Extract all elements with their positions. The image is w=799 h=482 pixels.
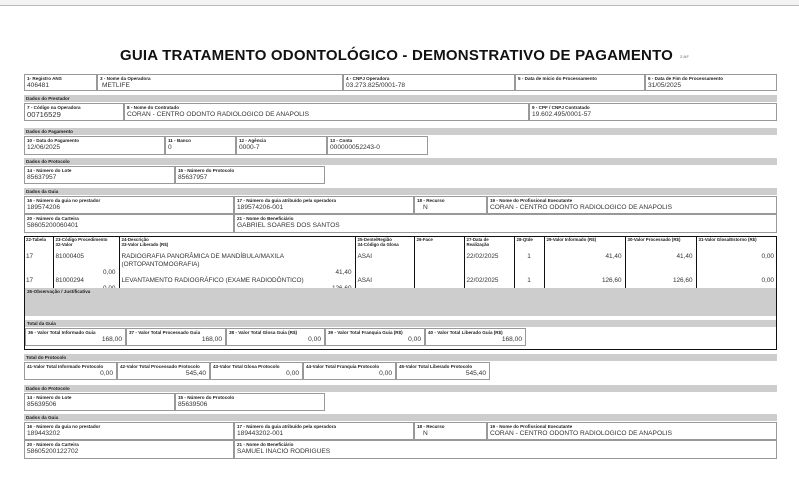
guia-operadora-field: 17 - Número da guia atribuído pela operadora 189574206-001	[234, 196, 414, 214]
col-dente: 25-Dente/Região 34-Código da Glosa	[355, 236, 414, 253]
section-dados-protocolo-2: Dados do Protocolo	[24, 385, 777, 392]
procedures-header-row	[24, 236, 777, 253]
col-face: 26-Face	[414, 236, 464, 253]
numero-lote-field-2: 14 - Número do Lote 85639506	[24, 393, 175, 411]
total-franquia-guia-field: 39 - Valor Total Franquia Guia (R$) 0,00	[325, 328, 425, 346]
total-processado-protocolo-field: 42-Valor Total Processado Protocolo 545,40	[117, 362, 210, 380]
document-title: GUIA TRATAMENTO ODONTOLÓGICO - DEMONSTRATIVO DE PAGAMENTO	[119, 47, 674, 64]
col-data: 27-Data de Realização	[464, 236, 514, 253]
viewer-top-bar	[0, 0, 799, 6]
cnpj-operadora-field: 4 - CNPJ Operadora 03.273.825/0001-78	[343, 74, 515, 91]
procedure-row: 17 81000294 LEVANTAMENTO RADIOGRÁFICO (EXAME RADIODÔNTICO) ASAI 22/02/2025 1 126,60 126,60 0,00	[24, 277, 777, 285]
total-glosa-protocolo-field: 43-Valor Total Glosa Protocolo 0,00	[210, 362, 303, 380]
codigo-operadora-field: 7 - Código na Operadora 00716529	[24, 103, 124, 121]
section-dados-prestador: Dados do Prestador	[24, 95, 777, 102]
col-descricao: 24-Descrição 33-Valor Liberado (R$)	[119, 236, 355, 253]
profissional-executante-field-2: 19 - Nome do Profissional Executante CORAN - CENTRO ODONTO RADIOLOGICO DE ANAPOLIS	[487, 422, 777, 440]
procedures-table	[24, 236, 777, 293]
section-dados-guia: Dados da Guia	[24, 188, 777, 195]
recurso-field: 18 - Recurso N	[414, 196, 487, 214]
numero-carteira-field-2: 20 - Número da Carteira 58605200122702	[24, 440, 234, 459]
procedure-row-values: 0,00 41,40	[24, 269, 777, 277]
total-informado-guia-field: 36 - Valor Total Informado Guia 168,00	[25, 328, 126, 346]
section-total-protocolo: Total do Protocolo	[24, 354, 777, 361]
data-inicio-field: 5 - Data de Início do Processamento	[515, 74, 645, 91]
guia-prestador-field-2: 16 - Número da guia no prestador 189443202	[24, 422, 234, 440]
nome-contratado-field: 8 - Nome do Contratado CORAN - CENTRO ODONTO RADIOLOGICO DE ANAPOLIS	[124, 103, 529, 121]
col-tabela: 22-Tabela	[26, 237, 46, 242]
numero-carteira-field: 20 - Número da Carteira 58605200060401	[24, 214, 234, 233]
nome-beneficiario-field-2: 21 - Nome do Beneficiário SAMUEL INACIO RODRIGUES	[234, 440, 777, 459]
conta-field: 13 - Conta 000000052243-0	[327, 136, 428, 155]
total-liberado-guia-field: 40 - Valor Total Liberado Guia (R$) 168,00	[425, 328, 526, 346]
nome-operadora-field: 3 - Nome da Operadora METLIFE	[97, 74, 343, 91]
observacao-field: 35-Observação / Justificativa	[24, 288, 777, 316]
data-pagamento-field: 10 - Data do Pagamento 12/06/2025	[24, 136, 165, 155]
guia-prestador-field: 16 - Número da guia no prestador 189574206	[24, 196, 234, 214]
banco-field: 11 - Banco 0	[165, 136, 236, 155]
data-fim-field: 6 - Data de Fim do Processamento 31/05/2025	[645, 74, 777, 91]
profissional-executante-field: 19 - Nome do Profissional Executante CORAN - CENTRO ODONTO RADIOLOGICO DE ANAPOLIS	[487, 196, 777, 214]
section-dados-protocolo: Dados do Protocolo	[24, 158, 777, 165]
total-liberado-protocolo-field: 45-Valor Total Liberado Protocolo 545,40	[396, 362, 490, 380]
registro-ans-field: 1- Registro ANS 406481	[24, 74, 97, 91]
numero-lote-field: 14 - Número do Lote 85637957	[24, 166, 175, 184]
col-processado: 30-Valor Processado (R$)	[625, 236, 696, 253]
cpf-cnpj-contratado-field: 9 - CPF / CNPJ Contratado 19.602.495/0001-57	[529, 103, 777, 121]
form-id: 2-NF	[680, 54, 689, 59]
numero-protocolo-field: 15 - Número do Protocolo 85637957	[175, 166, 325, 184]
col-informado: 29-Valor Informado (R$)	[544, 236, 625, 253]
col-codigo: 23-Código Procedimento 32-Valor	[53, 236, 119, 253]
total-franquia-protocolo-field: 44-Valor Total Franquia Protocolo 0,00	[303, 362, 396, 380]
col-qtde: 28-Qtde	[514, 236, 544, 253]
col-estorno: 31-Valor Glosa/Estorno (R$)	[696, 236, 777, 253]
section-dados-guia-2: Dados da Guia	[24, 414, 777, 421]
procedure-row: 17 81000405 RADIOGRAFIA PANORÂMICA DE MANDÍBULA/MAXILA (ORTOPANTOMOGRAFIA) ASAI 22/02/2025 1 41,40 41,40 0,00	[24, 253, 777, 269]
guia-operadora-field-2: 17 - Número da guia atribuído pela operadora 189443202-001	[234, 422, 414, 440]
nome-beneficiario-field: 21 - Nome do Beneficiário GABRIEL SOARES DOS SANTOS	[234, 214, 777, 233]
numero-protocolo-field-2: 15 - Número do Protocolo 85639506	[175, 393, 325, 411]
section-dados-pagamento: Dados do Pagamento	[24, 128, 777, 135]
section-total-guia: Total da Guia	[25, 320, 776, 327]
total-informado-protocolo-field: 41-Valor Total Informado Protocolo 0,00	[24, 362, 117, 380]
total-processado-guia-field: 37 - Valor Total Processado Guia 168,00	[126, 328, 226, 346]
agencia-field: 12 - Agência 0000-7	[236, 136, 327, 155]
recurso-field-2: 18 - Recurso N	[414, 422, 487, 440]
total-glosa-guia-field: 38 - Valor Total Glosa Guia (R$) 0,00	[226, 328, 325, 346]
